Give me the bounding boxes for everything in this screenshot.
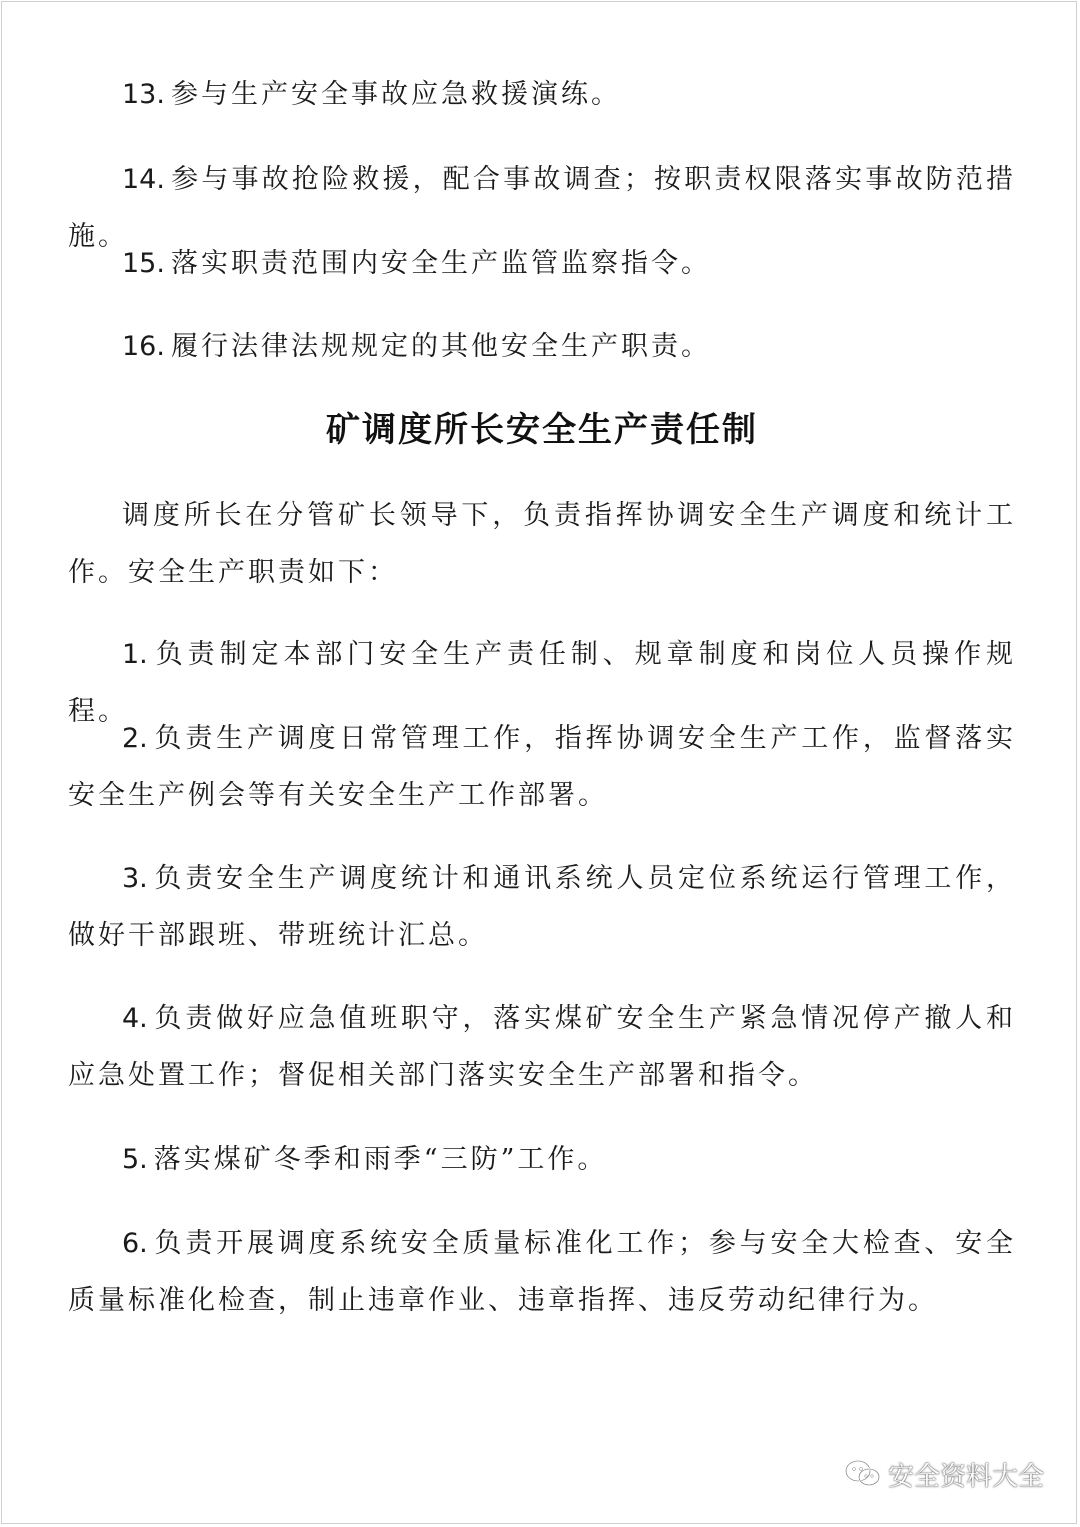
item-number: 14.	[122, 164, 165, 195]
item-number: 6.	[122, 1228, 148, 1259]
item-text: 落实煤矿冬季和雨季“三防”工作。	[153, 1144, 608, 1175]
item-text: 参与事故抢险救援，配合事故调查；按职责权限落实事故防范措施。	[68, 164, 1016, 252]
wechat-icon	[844, 1458, 882, 1490]
watermark-text: 安全资料大全	[887, 1461, 1044, 1492]
item-number: 3.	[122, 863, 148, 894]
item-text: 负责开展调度系统安全质量标准化工作；参与安全大检查、安全质量标准化检查，制止违章作业、违章指挥、违反劳动纪律行为。	[68, 1228, 1016, 1316]
list-item	[68, 1215, 1016, 1329]
item-number: 1.	[122, 639, 148, 670]
item-text: 负责做好应急值班职守，落实煤矿安全生产紧急情况停产撤人和应急处置工作；督促相关部门落实安全生产部署和指令。	[68, 1003, 1016, 1091]
item-number: 13.	[122, 79, 165, 110]
item-text: 负责制定本部门安全生产责任制、规章制度和岗位人员操作规程。	[68, 639, 1016, 727]
item-number: 16.	[122, 331, 165, 362]
item-number: 4.	[122, 1003, 148, 1034]
watermark	[844, 1454, 1044, 1494]
item-text: 履行法律法规规定的其他安全生产职责。	[170, 331, 711, 362]
list-item	[68, 990, 1016, 1104]
list-item	[68, 235, 1016, 292]
item-number: 2.	[122, 723, 148, 754]
list-item	[68, 66, 1016, 123]
list-item	[68, 850, 1016, 964]
item-text: 参与生产安全事故应急救援演练。	[170, 79, 621, 110]
list-item	[68, 710, 1016, 824]
intro-paragraph: 调度所长在分管矿长领导下，负责指挥协调安全生产调度和统计工作。安全生产职责如下：	[68, 500, 1016, 588]
section-title: 矿调度所长安全生产责任制	[326, 410, 758, 450]
list-item	[68, 318, 1016, 375]
item-text: 落实职责范围内安全生产监管监察指令。	[170, 248, 711, 279]
item-number: 15.	[122, 248, 165, 279]
item-text: 负责安全生产调度统计和通讯系统人员定位系统运行管理工作，做好干部跟班、带班统计汇总。	[68, 863, 1016, 951]
list-item	[68, 1131, 1016, 1188]
item-number: 5.	[122, 1144, 148, 1175]
item-text: 负责生产调度日常管理工作，指挥协调安全生产工作，监督落实安全生产例会等有关安全生产工作部署。	[68, 723, 1016, 811]
